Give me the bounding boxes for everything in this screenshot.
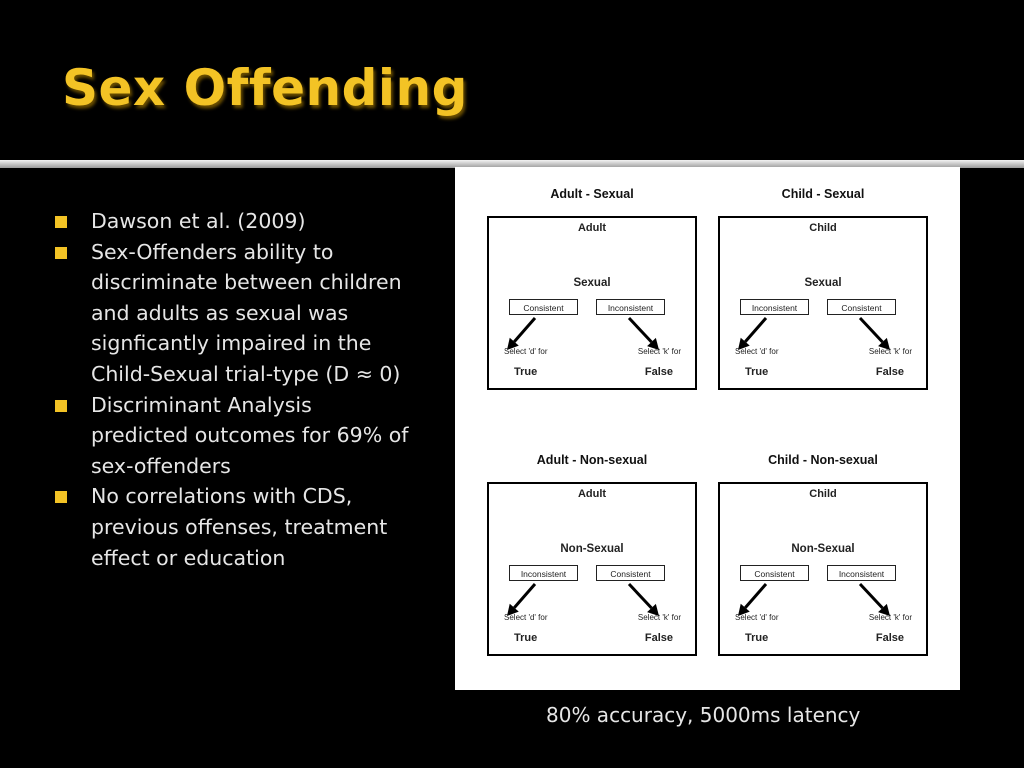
slide-title: Sex Offending <box>62 59 468 117</box>
left-condition-box: Consistent <box>509 299 578 315</box>
bullet-text: Discriminant Analysis predicted outcomes for 69% of sex-offenders <box>91 392 409 478</box>
bullet-item <box>55 481 415 573</box>
right-arrow-icon <box>860 584 890 616</box>
bullet-text: No correlations with CDS, previous offenses, treatment effect or education <box>91 484 388 570</box>
diagram-title: Child - Sexual <box>781 187 865 201</box>
trial-diagram <box>487 216 697 390</box>
right-condition-box: Inconsistent <box>827 565 896 581</box>
trial-diagram <box>487 482 697 656</box>
left-condition-box: Inconsistent <box>740 299 809 315</box>
left-answer-label: True <box>514 632 538 644</box>
attribute-label: Sexual <box>804 277 842 289</box>
bullet-item <box>55 237 415 390</box>
right-answer-label: False <box>644 632 673 644</box>
bullet-item <box>55 390 415 482</box>
right-key-instruction: Select 'k' for <box>868 347 912 356</box>
diagram-title: Adult - Non-sexual <box>536 453 648 467</box>
left-answer-label: True <box>514 366 538 378</box>
bullet-square-icon <box>55 216 67 228</box>
bullet-text: Sex-Offenders ability to discriminate between children and adults as sexual was signficantly impaired in the Child-Sexual trial-type (D ≈ 0) <box>91 239 402 386</box>
diagram-title: Child - Non-sexual <box>768 453 878 467</box>
response-arrows <box>489 484 695 654</box>
diagram-title: Adult - Sexual <box>550 187 634 201</box>
attribute-label: Sexual <box>573 277 611 289</box>
right-arrow-icon <box>629 584 659 616</box>
right-answer-label: False <box>644 366 673 378</box>
response-arrows <box>720 218 926 388</box>
left-answer-label: True <box>745 366 769 378</box>
right-arrow-icon <box>860 318 890 350</box>
category-label: Adult <box>577 222 607 234</box>
response-arrows <box>720 484 926 654</box>
right-answer-label: False <box>875 632 904 644</box>
attribute-label: Non-Sexual <box>791 543 855 555</box>
left-condition-box: Inconsistent <box>509 565 578 581</box>
response-arrows <box>489 218 695 388</box>
bullet-item <box>55 206 415 237</box>
right-answer-label: False <box>875 366 904 378</box>
left-key-instruction: Select 'd' for <box>735 347 779 356</box>
right-condition-box: Inconsistent <box>596 299 665 315</box>
right-key-instruction: Select 'k' for <box>637 347 681 356</box>
bullet-square-icon <box>55 400 67 412</box>
bullet-list <box>55 206 415 573</box>
trial-type-figure <box>455 167 960 690</box>
left-arrow-icon <box>738 318 766 350</box>
left-condition-box: Consistent <box>740 565 809 581</box>
right-key-instruction: Select 'k' for <box>637 613 681 622</box>
trial-diagram <box>718 216 928 390</box>
trial-diagram <box>718 482 928 656</box>
right-condition-box: Consistent <box>596 565 665 581</box>
right-key-instruction: Select 'k' for <box>868 613 912 622</box>
bullet-square-icon <box>55 247 67 259</box>
category-label: Child <box>809 488 837 500</box>
bullet-square-icon <box>55 491 67 503</box>
bullet-text: Dawson et al. (2009) <box>91 209 306 233</box>
left-arrow-icon <box>507 584 535 616</box>
category-label: Child <box>809 222 837 234</box>
category-label: Adult <box>577 488 607 500</box>
slide-header <box>0 0 1024 160</box>
attribute-label: Non-Sexual <box>560 543 624 555</box>
left-key-instruction: Select 'd' for <box>735 613 779 622</box>
left-arrow-icon <box>507 318 535 350</box>
left-arrow-icon <box>738 584 766 616</box>
right-arrow-icon <box>629 318 659 350</box>
left-key-instruction: Select 'd' for <box>504 613 548 622</box>
caption: 80% accuracy, 5000ms latency <box>546 703 861 727</box>
left-answer-label: True <box>745 632 769 644</box>
right-condition-box: Consistent <box>827 299 896 315</box>
left-key-instruction: Select 'd' for <box>504 347 548 356</box>
